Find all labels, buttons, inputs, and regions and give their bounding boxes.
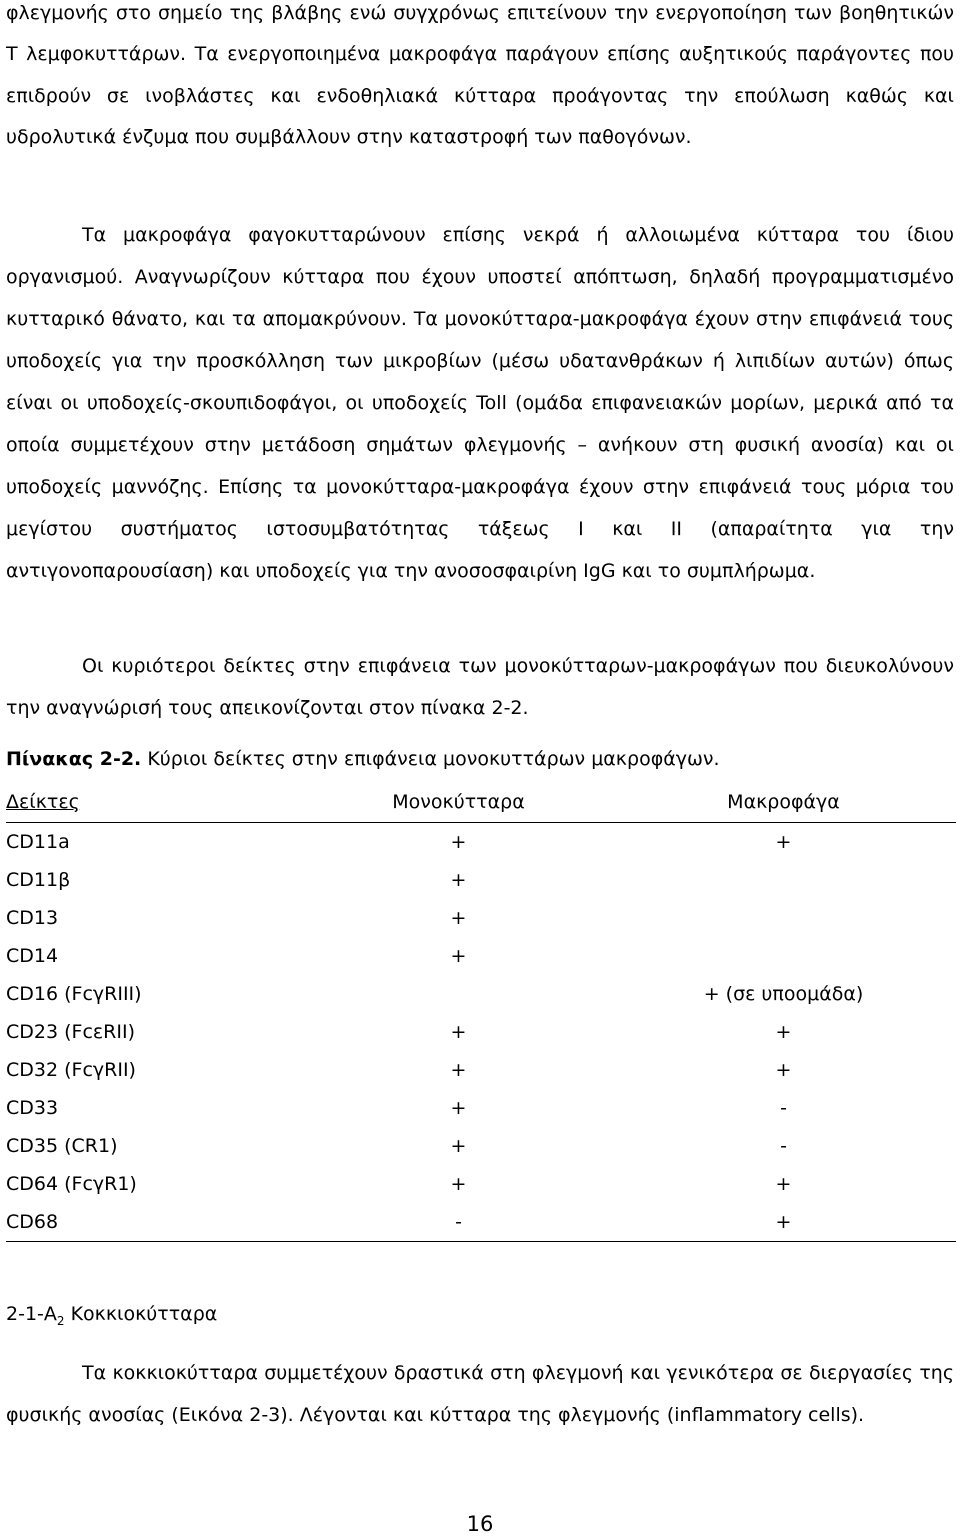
monocyte-cell: + (450, 1097, 467, 1119)
table-row (6, 899, 956, 937)
table-caption-text: Κύριοι δείκτες στην επιφάνεια μονοκυττάρων μακροφάγων. (141, 748, 720, 770)
marker-cell: CD14 (6, 945, 59, 967)
table-row (6, 937, 956, 975)
paragraph-granulocytes: Τα κοκκιοκύτταρα συμμετέχουν δραστικά στη φλεγμονή και γενικότερα σε διεργασίες της φυσικής ανοσίας (Εικόνα 2-3). Λέγονται και κύτταρα της φλεγμονής (inflammatory cells). (6, 1362, 954, 1426)
marker-cell: CD11β (6, 869, 71, 891)
header-monocytes: Μονοκύτταρα (392, 791, 525, 813)
table-row (6, 1203, 956, 1242)
table-row (6, 823, 956, 862)
macrophage-cell: + (775, 1059, 792, 1081)
monocyte-cell: - (455, 1211, 462, 1233)
table-row (6, 1051, 956, 1089)
markers-table (6, 782, 956, 1242)
table-row (6, 1013, 956, 1051)
table-row (6, 1089, 956, 1127)
monocyte-cell: + (450, 945, 467, 967)
monocyte-cell: + (450, 869, 467, 891)
macrophage-cell: + (775, 1173, 792, 1195)
paragraph-phagocytosis: Τα μακροφάγα φαγοκυτταρώνουν επίσης νεκρά ή αλλοιωμένα κύτταρα του ίδιου οργανισμού. Αναγνωρίζουν κύτταρα που έχουν υποστεί απόπτωση, δηλαδή προγραμματισμένο κυτταρικό θάνατο, και τα απομακρύνουν. Τα μονοκύτταρα-μακροφάγα έχουν στην επιφάνειά τους υποδοχείς για την προσκόλληση των μικροβίων (μέσω υδατανθράκων ή λιπιδίων αυτών) όπως είναι οι υποδοχείς-σκουπιδοφάγοι, οι υποδοχείς Toll (ομάδα επιφανειακών μορίων, μερικά από τα οποία συμμετέχουν στην μετάδοση σημάτων φλεγμονής – ανήκουν στη φυσική ανοσία) και οι υποδοχείς μαννόζης. Επίσης τα μονοκύτταρα-μακροφάγα έχουν στην επιφάνειά τους μόρια του μεγίστου συστήματος ιστοσυμβατότητας τάξεως Ι και ΙΙ (απαραίτητα για την αντιγονοπαρουσίαση) και υποδοχείς για την ανοσοσφαιρίνη IgG και το συμπλήρωμα. (6, 224, 954, 582)
monocyte-cell: + (450, 1135, 467, 1157)
monocyte-cell: + (450, 1173, 467, 1195)
marker-cell: CD64 (FcγR1) (6, 1173, 137, 1195)
table-row (6, 1127, 956, 1165)
table-header-row (6, 782, 956, 823)
macrophage-cell (611, 861, 956, 899)
marker-cell: CD23 (FcεRII) (6, 1021, 135, 1043)
monocyte-cell (306, 975, 611, 1013)
table-row (6, 861, 956, 899)
monocyte-cell: + (450, 831, 467, 853)
macrophage-cell: + (775, 1211, 792, 1233)
macrophage-cell: + (775, 1021, 792, 1043)
table-caption-label: Πίνακας 2-2. (6, 748, 142, 770)
marker-cell: CD33 (6, 1097, 59, 1119)
section-title: Κοκκιοκύτταρα (64, 1303, 218, 1325)
header-markers: Δείκτες (6, 791, 80, 813)
table-caption (6, 748, 720, 770)
marker-cell: CD35 (CR1) (6, 1135, 118, 1157)
page-number: 16 (466, 1512, 494, 1536)
macrophage-cell (611, 937, 956, 975)
macrophage-cell: + (775, 831, 792, 853)
marker-cell: CD68 (6, 1211, 59, 1233)
macrophage-cell (611, 899, 956, 937)
table-body (6, 823, 956, 1242)
header-macrophages: Μακροφάγα (727, 791, 840, 813)
macrophage-cell: + (σε υποομάδα) (703, 983, 864, 1005)
section-heading (6, 1303, 217, 1328)
marker-cell: CD32 (FcγRII) (6, 1059, 136, 1081)
table-row (6, 975, 956, 1013)
paragraph-macrophage-activation: φλεγμονής στο σημείο της βλάβης ενώ συγχρόνως επιτείνουν την ενεργοποίηση των βοηθητικών Τ λεμφοκυττάρων. Τα ενεργοποιημένα μακροφάγα παράγουν επίσης αυξητικούς παράγοντες που επιδρούν σε ινοβλάστες και ενδοθηλιακά κύτταρα προάγοντας την επούλωση καθώς και υδρολυτικά ένζυμα που συμβάλλουν στην καταστροφή των παθογόνων. (6, 2, 954, 149)
macrophage-cell: - (780, 1135, 787, 1157)
section-subscript: 2 (56, 1313, 65, 1328)
monocyte-cell: + (450, 1021, 467, 1043)
monocyte-cell: + (450, 907, 467, 929)
monocyte-cell: + (450, 1059, 467, 1081)
section-number: 2-1-Α (6, 1303, 57, 1325)
marker-cell: CD16 (FcγRIII) (6, 983, 142, 1005)
marker-cell: CD13 (6, 907, 59, 929)
table-row (6, 1165, 956, 1203)
paragraph-markers-intro: Οι κυριότεροι δείκτες στην επιφάνεια των μονοκύτταρων-μακροφάγων που διευκολύνουν την αναγνώρισή τους απεικονίζονται στον πίνακα 2-2. (6, 655, 954, 719)
marker-cell: CD11a (6, 831, 70, 853)
macrophage-cell: - (780, 1097, 787, 1119)
